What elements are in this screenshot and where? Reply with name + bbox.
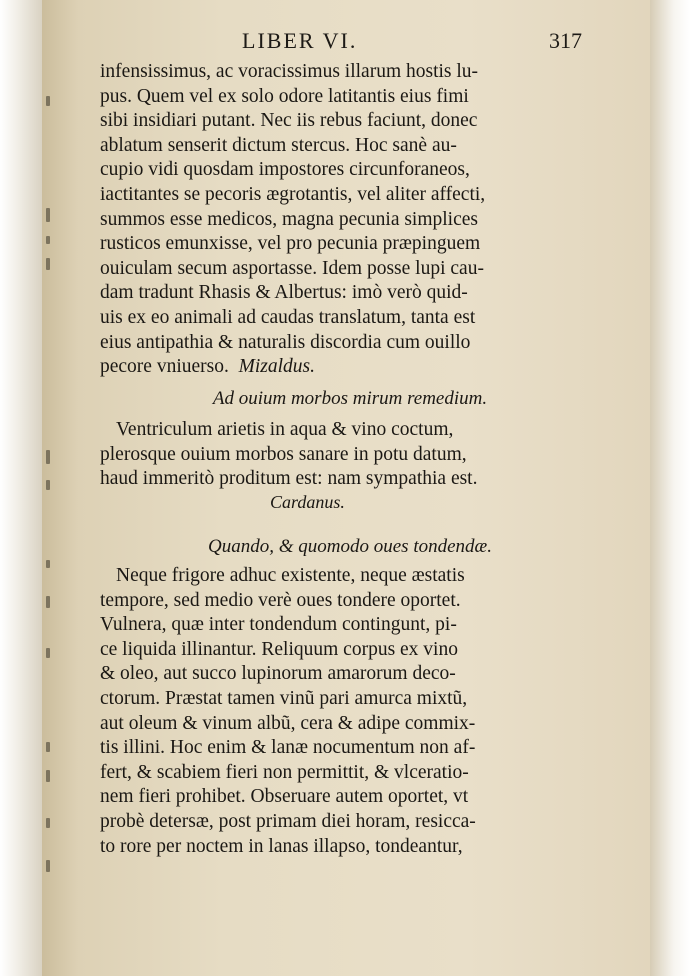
paragraph-3 xyxy=(100,564,600,859)
section-heading-shearing: Quando, & quomodo oues tondendæ. xyxy=(208,536,492,557)
text-line: ablatum senserit dictum stercus. Hoc sanè au- xyxy=(100,134,457,156)
text-line-end: pecore vniuerso. xyxy=(100,356,229,378)
text-line: nem fieri prohibet. Obseruare autem oportet, vt xyxy=(100,786,469,808)
book-page xyxy=(42,0,650,976)
text-line: probè detersæ, post primam diei horam, resicca- xyxy=(100,810,476,832)
text-line: plerosque ouium morbos sanare in potu datum, xyxy=(100,443,467,465)
text-line: dam tradunt Rhasis & Albertus: imò verò quid- xyxy=(100,282,468,304)
text-line: sibi insidiari putant. Nec iis rebus faciunt, donec xyxy=(100,110,478,132)
paragraph-1 xyxy=(100,60,600,380)
text-line: haud immeritò proditum est: nam sympathia est. xyxy=(100,468,478,490)
text-line: summos esse medicos, magna pecunia simplices xyxy=(100,208,479,230)
page-number: 317 xyxy=(549,28,582,53)
text-line: tempore, sed medio verè oues tondere oportet. xyxy=(100,589,461,611)
text-line: ctorum. Præstat tamen vinũ pari amurca mixtũ, xyxy=(100,687,468,709)
text-line: ouiculam secum asportasse. Idem posse lupi cau- xyxy=(100,257,484,279)
text-line: cupio vidi quosdam impostores circunforaneos, xyxy=(100,159,470,181)
text-line: tis illini. Hoc enim & lanæ nocumentum non af- xyxy=(100,737,476,759)
scan-margin-left xyxy=(0,0,42,976)
section-heading-remedy: Ad ouium morbos mirum remedium. xyxy=(212,388,488,409)
text-line: Ventriculum arietis in aqua & vino coctum, xyxy=(116,419,454,440)
attribution-cardanus: Cardanus. xyxy=(270,492,345,512)
text-line: infensissimus, ac voracissimus illarum hostis lu- xyxy=(100,61,479,82)
bleed-through-marks xyxy=(42,0,62,976)
text-line: ce liquida illinantur. Reliquum corpus ex vino xyxy=(100,638,458,660)
text-line: iactitantes se pecoris ægrotantis, vel aliter affecti, xyxy=(100,183,486,205)
text-line: Vulnera, quæ inter tondendum contingunt, pi- xyxy=(100,614,457,636)
paragraph-2 xyxy=(100,418,600,492)
text-line: to rore per noctem in lanas illapso, tondeantur, xyxy=(100,835,463,857)
text-line: Neque frigore adhuc existente, neque æstatis xyxy=(116,565,465,586)
attribution-mizaldus: Mizaldus. xyxy=(238,356,316,378)
text-line-last xyxy=(100,355,600,380)
text-line: uis ex eo animali ad caudas translatum, tanta est xyxy=(100,306,476,328)
text-line: rusticos emunxisse, vel pro pecunia præpinguem xyxy=(100,233,481,255)
running-title: LIBER VI. xyxy=(242,28,358,53)
text-line: pus. Quem vel ex solo odore latitantis eius fimi xyxy=(100,85,469,107)
scan-margin-right xyxy=(650,0,690,976)
text-line: fert, & scabiem fieri non permittit, & vlceratio- xyxy=(100,761,469,783)
text-line: eius antipathia & naturalis discordia cum ouillo xyxy=(100,331,471,353)
page-header xyxy=(242,28,582,58)
text-line: aut oleum & vinum albũ, cera & adipe commix- xyxy=(100,712,476,734)
text-line: & oleo, aut succo lupinorum amarorum deco- xyxy=(100,663,456,685)
